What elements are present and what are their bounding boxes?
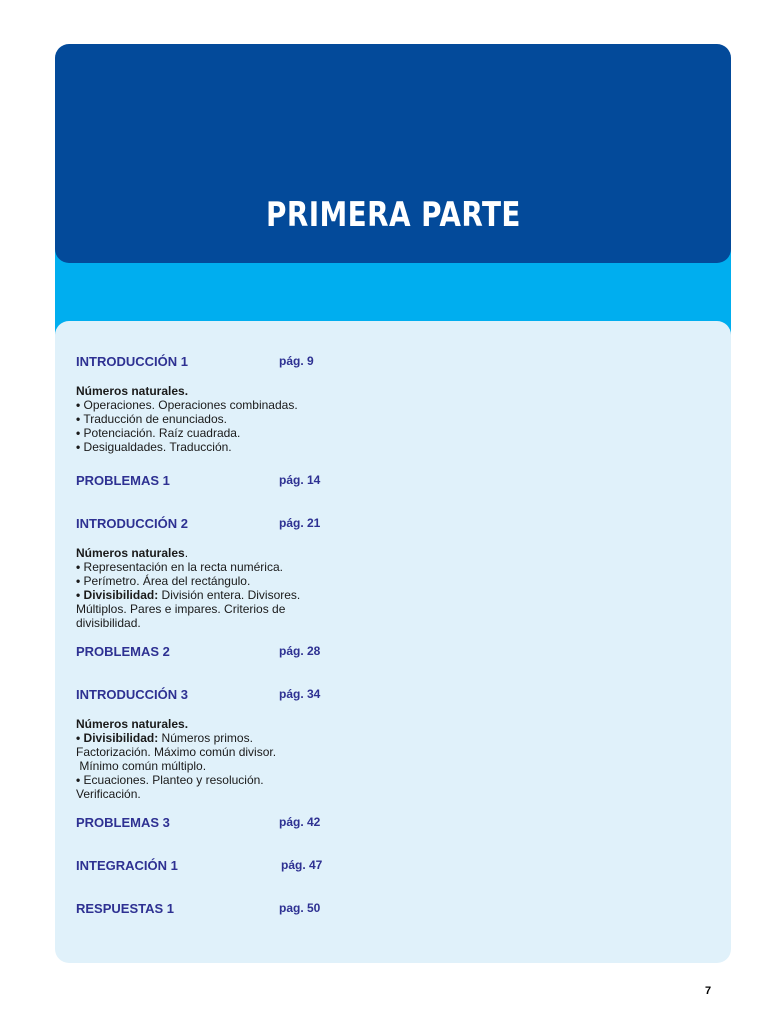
detail-line: • Divisibilidad: Números primos. bbox=[76, 731, 253, 745]
entry-page: pág. 42 bbox=[279, 815, 321, 829]
entry-title: INTRODUCCIÓN 1 bbox=[76, 354, 188, 369]
detail-line: • Potenciación. Raíz cuadrada. bbox=[76, 426, 241, 440]
toc-entry-header bbox=[76, 815, 336, 833]
detail-line: divisibilidad. bbox=[76, 616, 141, 630]
toc-entry-header bbox=[76, 473, 336, 491]
toc-entry-header bbox=[76, 516, 336, 534]
entry-page: pág. 9 bbox=[279, 354, 314, 368]
page-number: 7 bbox=[705, 985, 712, 997]
bullet-icon: • bbox=[76, 440, 81, 454]
detail-line: • Divisibilidad: División entera. Divisores. bbox=[76, 588, 301, 602]
toc-entry-integracion-1 bbox=[76, 858, 336, 876]
detail-line: • Traducción de enunciados. bbox=[76, 412, 227, 426]
toc-entry-problemas-3 bbox=[76, 815, 336, 833]
detail-line: Factorización. Máximo común divisor. bbox=[76, 745, 277, 759]
bullet-icon: • bbox=[76, 560, 81, 574]
toc-entry-header bbox=[76, 354, 336, 372]
toc-entry-header bbox=[76, 687, 336, 705]
bullet-icon: • bbox=[76, 588, 81, 602]
entry-title: INTRODUCCIÓN 3 bbox=[76, 687, 188, 702]
detail-line: • Representación en la recta numérica. bbox=[76, 560, 283, 574]
toc-entry-introduccion-3 bbox=[76, 687, 336, 801]
bullet-icon: • bbox=[76, 426, 81, 440]
bullet-icon: • bbox=[76, 412, 81, 426]
entry-details bbox=[76, 384, 336, 454]
entry-title: PROBLEMAS 2 bbox=[76, 644, 170, 659]
toc-entry-header bbox=[76, 901, 336, 919]
header-banner bbox=[55, 44, 731, 263]
entry-page: pág. 21 bbox=[279, 516, 321, 530]
entry-page: pag. 50 bbox=[279, 901, 321, 915]
detail-line: Verificación. bbox=[76, 787, 141, 801]
toc-entry-respuestas-1 bbox=[76, 901, 336, 919]
table-of-contents bbox=[76, 354, 336, 919]
entry-title: INTEGRACIÓN 1 bbox=[76, 858, 178, 873]
entry-title: RESPUESTAS 1 bbox=[76, 901, 175, 916]
entry-subheading: Números naturales. bbox=[76, 546, 189, 560]
entry-title: PROBLEMAS 3 bbox=[76, 815, 170, 830]
page-title: PRIMERA PARTE bbox=[265, 195, 521, 235]
entry-title: PROBLEMAS 1 bbox=[76, 473, 170, 488]
detail-line: Múltiplos. Pares e impares. Criterios de bbox=[76, 602, 286, 616]
toc-entry-problemas-2 bbox=[76, 644, 336, 662]
bullet-icon: • bbox=[76, 731, 81, 745]
entry-subheading: Números naturales. bbox=[76, 384, 189, 398]
toc-entry-problemas-1 bbox=[76, 473, 336, 491]
bullet-icon: • bbox=[76, 574, 81, 588]
bullet-icon: • bbox=[76, 773, 81, 787]
entry-page: pág. 14 bbox=[279, 473, 321, 487]
detail-line: Mínimo común múltiplo. bbox=[76, 759, 207, 773]
toc-entry-introduccion-2 bbox=[76, 516, 336, 630]
detail-line: • Operaciones. Operaciones combinadas. bbox=[76, 398, 298, 412]
entry-page: pág. 47 bbox=[281, 858, 323, 872]
entry-details bbox=[76, 717, 336, 801]
entry-page: pág. 34 bbox=[279, 687, 321, 701]
detail-line: • Desigualdades. Traducción. bbox=[76, 440, 232, 454]
detail-line: • Perímetro. Área del rectángulo. bbox=[76, 574, 251, 588]
entry-title: INTRODUCCIÓN 2 bbox=[76, 516, 188, 531]
detail-line: • Ecuaciones. Planteo y resolución. bbox=[76, 773, 264, 787]
toc-entry-header bbox=[76, 858, 336, 876]
entry-page: pág. 28 bbox=[279, 644, 321, 658]
toc-entry-header bbox=[76, 644, 336, 662]
toc-entry-introduccion-1 bbox=[76, 354, 336, 454]
bullet-icon: • bbox=[76, 398, 81, 412]
entry-subheading: Números naturales. bbox=[76, 717, 189, 731]
entry-details bbox=[76, 546, 336, 630]
